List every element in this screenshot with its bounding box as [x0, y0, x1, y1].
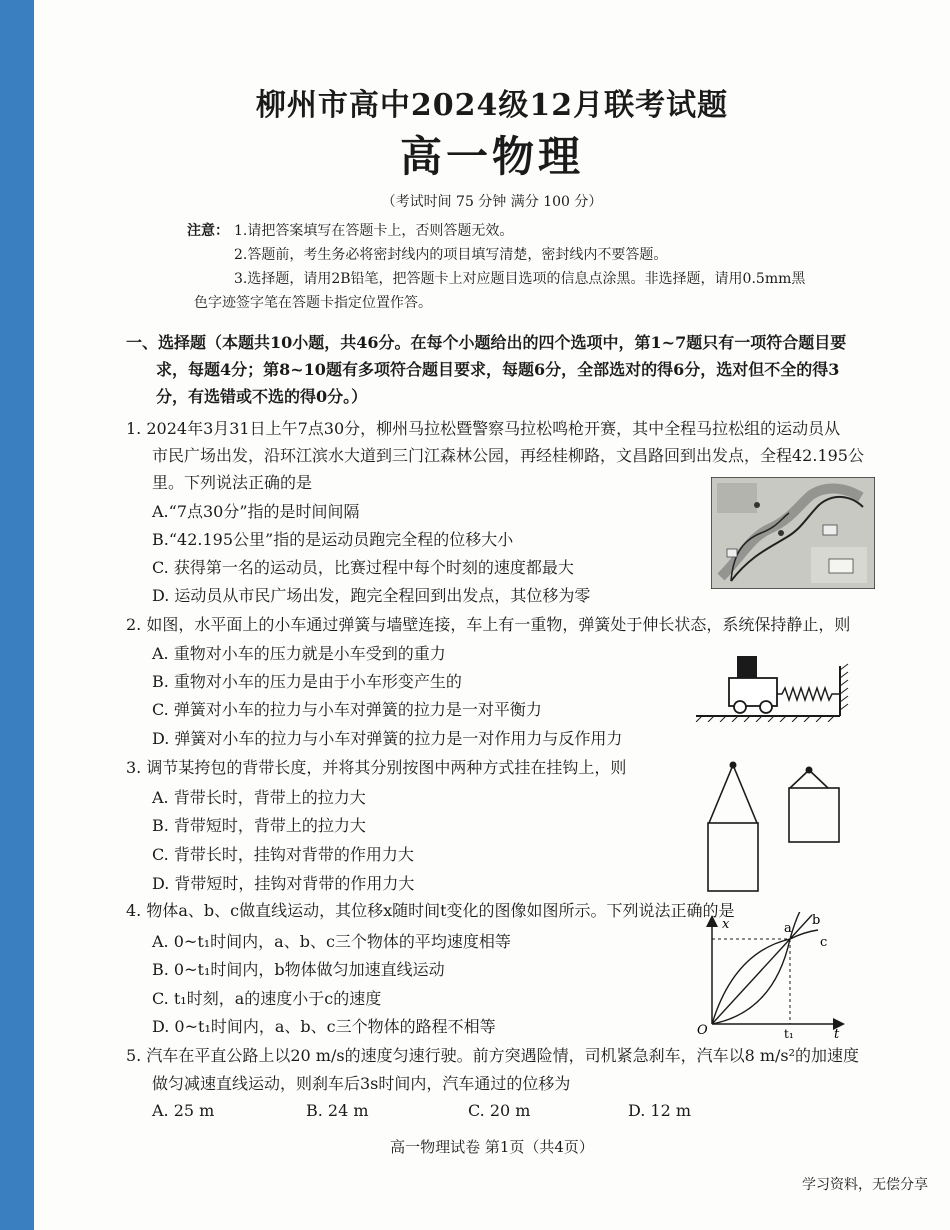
exam-info: （考试时间 75 分钟 满分 100 分）: [381, 194, 603, 210]
page-footer: 高一物理试卷 第1页（共4页）: [390, 1138, 594, 1156]
q4-stem: 4. 物体a、b、c做直线运动，其位移x随时间t变化的图像如图所示。下列说法正确的是: [126, 901, 735, 920]
q2-option-c[interactable]: C. 弹簧对小车的拉力与小车对弹簧的拉力是一对平衡力: [152, 700, 542, 719]
q3-stem: 3. 调节某挎包的背带长度，并将其分别按图中两种方式挂在挂钩上，则: [126, 758, 627, 777]
cart-spring-figure: [694, 650, 854, 722]
q5-stem-line-2: 做匀减速直线运动，则刹车后3s时间内，汽车通过的位移为: [152, 1074, 571, 1093]
t1-label: t₁: [784, 1027, 794, 1040]
exam-page: [34, 0, 950, 1230]
q4-option-d[interactable]: D. 0~t₁时间内，a、b、c三个物体的路程不相等: [152, 1017, 496, 1036]
t-axis-label: t: [834, 1027, 840, 1040]
q4-option-c[interactable]: C. t₁时刻，a的速度小于c的速度: [152, 989, 382, 1008]
section-heading-line-1: 一、选择题（本题共10小题，共46分。在每个小题给出的四个选项中，第1~7题只有一项符合题目要: [126, 333, 847, 352]
q5-option-c[interactable]: C. 20 m: [468, 1101, 531, 1120]
q3-option-d[interactable]: D. 背带短时，挂钩对背带的作用力大: [152, 874, 415, 893]
q3-option-c[interactable]: C. 背带长时，挂钩对背带的作用力大: [152, 845, 414, 864]
curve-label-c: c: [820, 935, 828, 950]
notice-item-3: 3.选择题，请用2B铅笔，把答题卡上对应题目选项的信息点涂黑。非选择题，请用0.5mm黑: [234, 271, 806, 287]
q2-stem: 2. 如图，水平面上的小车通过弹簧与墙壁连接，车上有一重物，弹簧处于伸长状态，系统保持静止，则: [126, 615, 851, 634]
q4-option-a[interactable]: A. 0~t₁时间内，a、b、c三个物体的平均速度相等: [152, 932, 511, 951]
q4-option-b[interactable]: B. 0~t₁时间内，b物体做匀加速直线运动: [152, 960, 445, 979]
q1-option-b[interactable]: B.“42.195公里”指的是运动员跑完全程的位移大小: [152, 530, 514, 549]
q3-option-b[interactable]: B. 背带短时，背带上的拉力大: [152, 816, 366, 835]
q5-option-b[interactable]: B. 24 m: [306, 1101, 369, 1120]
q2-option-a[interactable]: A. 重物对小车的压力就是小车受到的重力: [152, 644, 446, 663]
q2-option-b[interactable]: B. 重物对小车的压力是由于小车形变产生的: [152, 672, 462, 691]
bag-hanging-figure: [699, 760, 879, 895]
q5-stem-line-1: 5. 汽车在平直公路上以20 m/s的速度匀速行驶。前方突遇险情，司机紧急刹车，汽车以8 m/s²的加速度: [126, 1046, 860, 1065]
q3-option-a[interactable]: A. 背带长时，背带上的拉力大: [152, 788, 366, 807]
q5-option-d[interactable]: D. 12 m: [628, 1101, 692, 1120]
q1-stem-line-3: 里。下列说法正确的是: [152, 473, 313, 492]
q1-stem-line-1: 1. 2024年3月31日上午7点30分，柳州马拉松暨警察马拉松鸣枪开赛，其中全程马拉松组的运动员从: [126, 419, 841, 438]
watermark-text: 学习资料，无偿分享: [802, 1177, 928, 1193]
q1-option-c[interactable]: C. 获得第一名的运动员，比赛过程中每个时刻的速度都最大: [152, 558, 574, 577]
q1-stem-line-2: 市民广场出发，沿环江滨水大道到三门江森林公园，再经桂柳路，文昌路回到出发点，全程42.195公: [152, 446, 864, 465]
section-heading-line-2: 求，每题4分；第8~10题有多项符合题目要求，每题6分，全部选对的得6分，选对但不全的得3: [156, 360, 840, 379]
section-heading-line-3: 分，有选错或不选的得0分。）: [156, 387, 368, 406]
marathon-map-figure: [711, 477, 875, 589]
x-axis-label: x: [722, 917, 730, 932]
subject-title: 高一物理: [399, 132, 584, 181]
scan-edge-strip: [0, 0, 34, 1230]
curve-label-a: a: [784, 921, 792, 936]
notice-item-2: 2.答题前，考生务必将密封线内的项目填写清楚，密封线内不要答题。: [234, 247, 668, 263]
exam-title: 柳州市高中2024级12月联考试题: [255, 88, 729, 123]
q2-option-d[interactable]: D. 弹簧对小车的拉力与小车对弹簧的拉力是一对作用力与反作用力: [152, 729, 623, 748]
q5-option-a[interactable]: A. 25 m: [152, 1101, 215, 1120]
notice-label: 注意：: [187, 223, 229, 239]
xt-graph-figure: [694, 912, 848, 1040]
q1-option-a[interactable]: A.“7点30分”指的是时间间隔: [152, 502, 360, 521]
notice-item-1: 1.请把答案填写在答题卡上，否则答题无效。: [234, 223, 514, 239]
notice-item-4: 色字迹签字笔在答题卡指定位置作答。: [194, 295, 432, 311]
q1-option-d[interactable]: D. 运动员从市民广场出发，跑完全程回到出发点，其位移为零: [152, 586, 591, 605]
curve-label-b: b: [812, 913, 821, 928]
origin-label: O: [697, 1023, 708, 1038]
